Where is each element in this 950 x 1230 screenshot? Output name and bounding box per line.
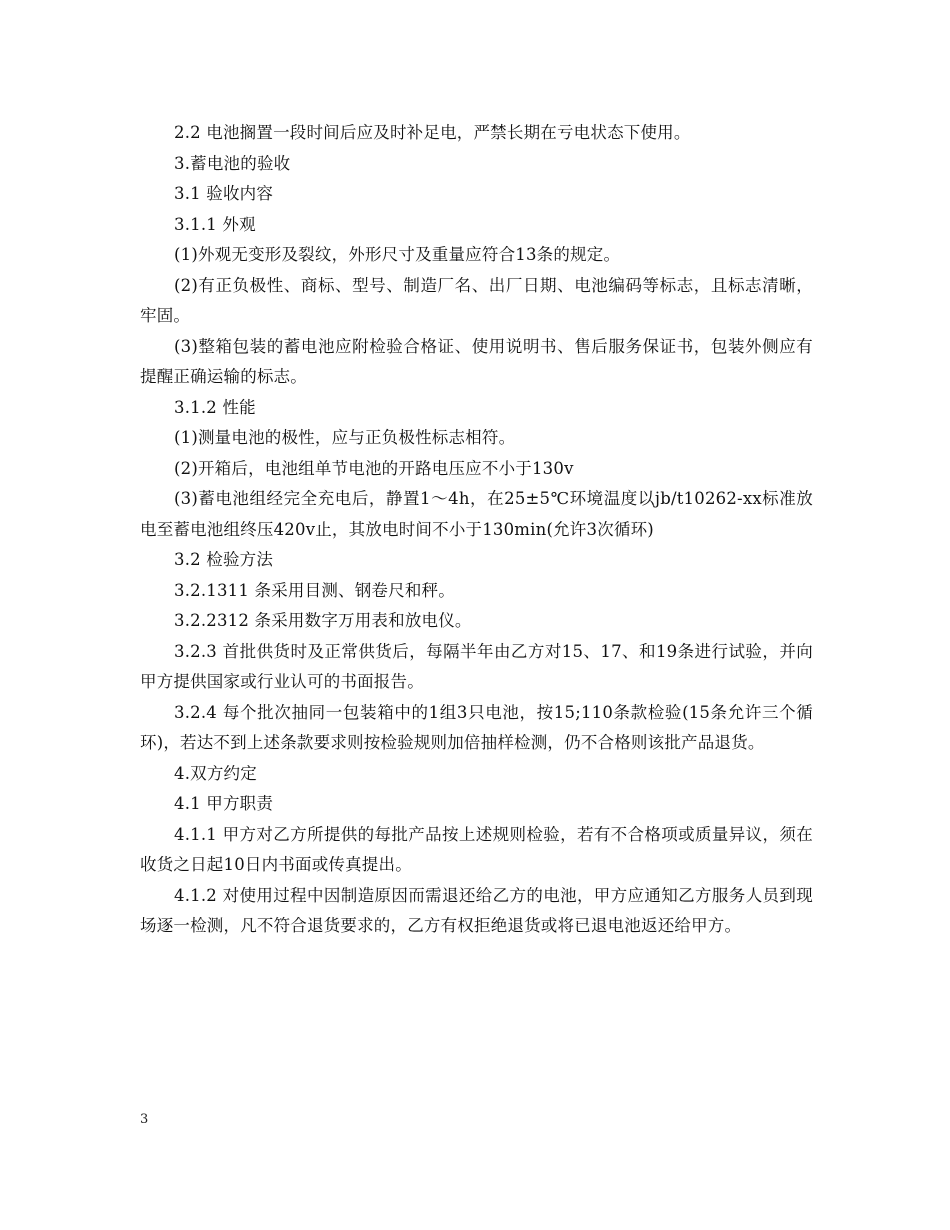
page-number: 3 xyxy=(140,1112,149,1127)
heading-3-1: 3.1 验收内容 xyxy=(174,184,274,203)
paragraph-4-1-2: 4.1.2 对使用过程中因制造原因而需退还给乙方的电池，甲方应通知乙方服务人员到现场逐一检测，凡不符合退货要求的，乙方有权拒绝退货或将已退电池返还给甲方。 xyxy=(140,885,813,935)
paragraph-performance-3: (3)蓄电池组经完全充电后，静置1～4h，在25±5℃环境温度以jb/t10262-xx标准放电至蓄电池组终压420v止，其放电时间不小于130min(允许3次循环) xyxy=(140,489,813,539)
paragraph-3-2-1: 3.2.1311 条采用目测、钢卷尺和秤。 xyxy=(174,580,455,600)
heading-3-1-1: 3.1.1 外观 xyxy=(174,214,256,234)
paragraph-3-2-2: 3.2.2312 条采用数字万用表和放电仪。 xyxy=(174,611,472,630)
paragraph-3-2-4: 3.2.4 每个批次抽同一包装箱中的1组3只电池，按15;110条款检验(15条允许三个循环)，若达不到上述条款要求则按检验规则加倍抽样检测，仍不合格则该批产品退货。 xyxy=(140,702,813,752)
heading-4: 4.双方约定 xyxy=(174,763,257,783)
paragraph-performance-2: (2)开箱后，电池组单节电池的开路电压应不小于130v xyxy=(174,458,574,478)
paragraph-4-1-1: 4.1.1 甲方对乙方所提供的每批产品按上述规则检验，若有不合格项或质量异议，须在收货之日起10日内书面或传真提出。 xyxy=(140,824,813,874)
heading-3-2: 3.2 检验方法 xyxy=(174,550,274,569)
document-body xyxy=(140,118,813,942)
heading-3: 3.蓄电池的验收 xyxy=(174,153,291,173)
paragraph-appearance-3: (3)整箱包装的蓄电池应附检验合格证、使用说明书、售后服务保证书，包装外侧应有提醒正确运输的标志。 xyxy=(140,336,813,386)
paragraph-appearance-1: (1)外观无变形及裂纹，外形尺寸及重量应符合13条的规定。 xyxy=(174,245,621,264)
paragraph-performance-1: (1)测量电池的极性，应与正负极性标志相符。 xyxy=(174,428,516,447)
heading-3-1-2: 3.1.2 性能 xyxy=(174,397,256,417)
paragraph-2-2: 2.2 电池搁置一段时间后应及时补足电，严禁长期在亏电状态下使用。 xyxy=(174,123,691,142)
heading-4-1: 4.1 甲方职责 xyxy=(174,794,274,813)
paragraph-appearance-2: (2)有正负极性、商标、型号、制造厂名、出厂日期、电池编码等标志，且标志清晰，牢固。 xyxy=(140,275,813,325)
paragraph-3-2-3: 3.2.3 首批供货时及正常供货后，每隔半年由乙方对15、17、和19条进行试验，并向甲方提供国家或行业认可的书面报告。 xyxy=(140,641,813,691)
